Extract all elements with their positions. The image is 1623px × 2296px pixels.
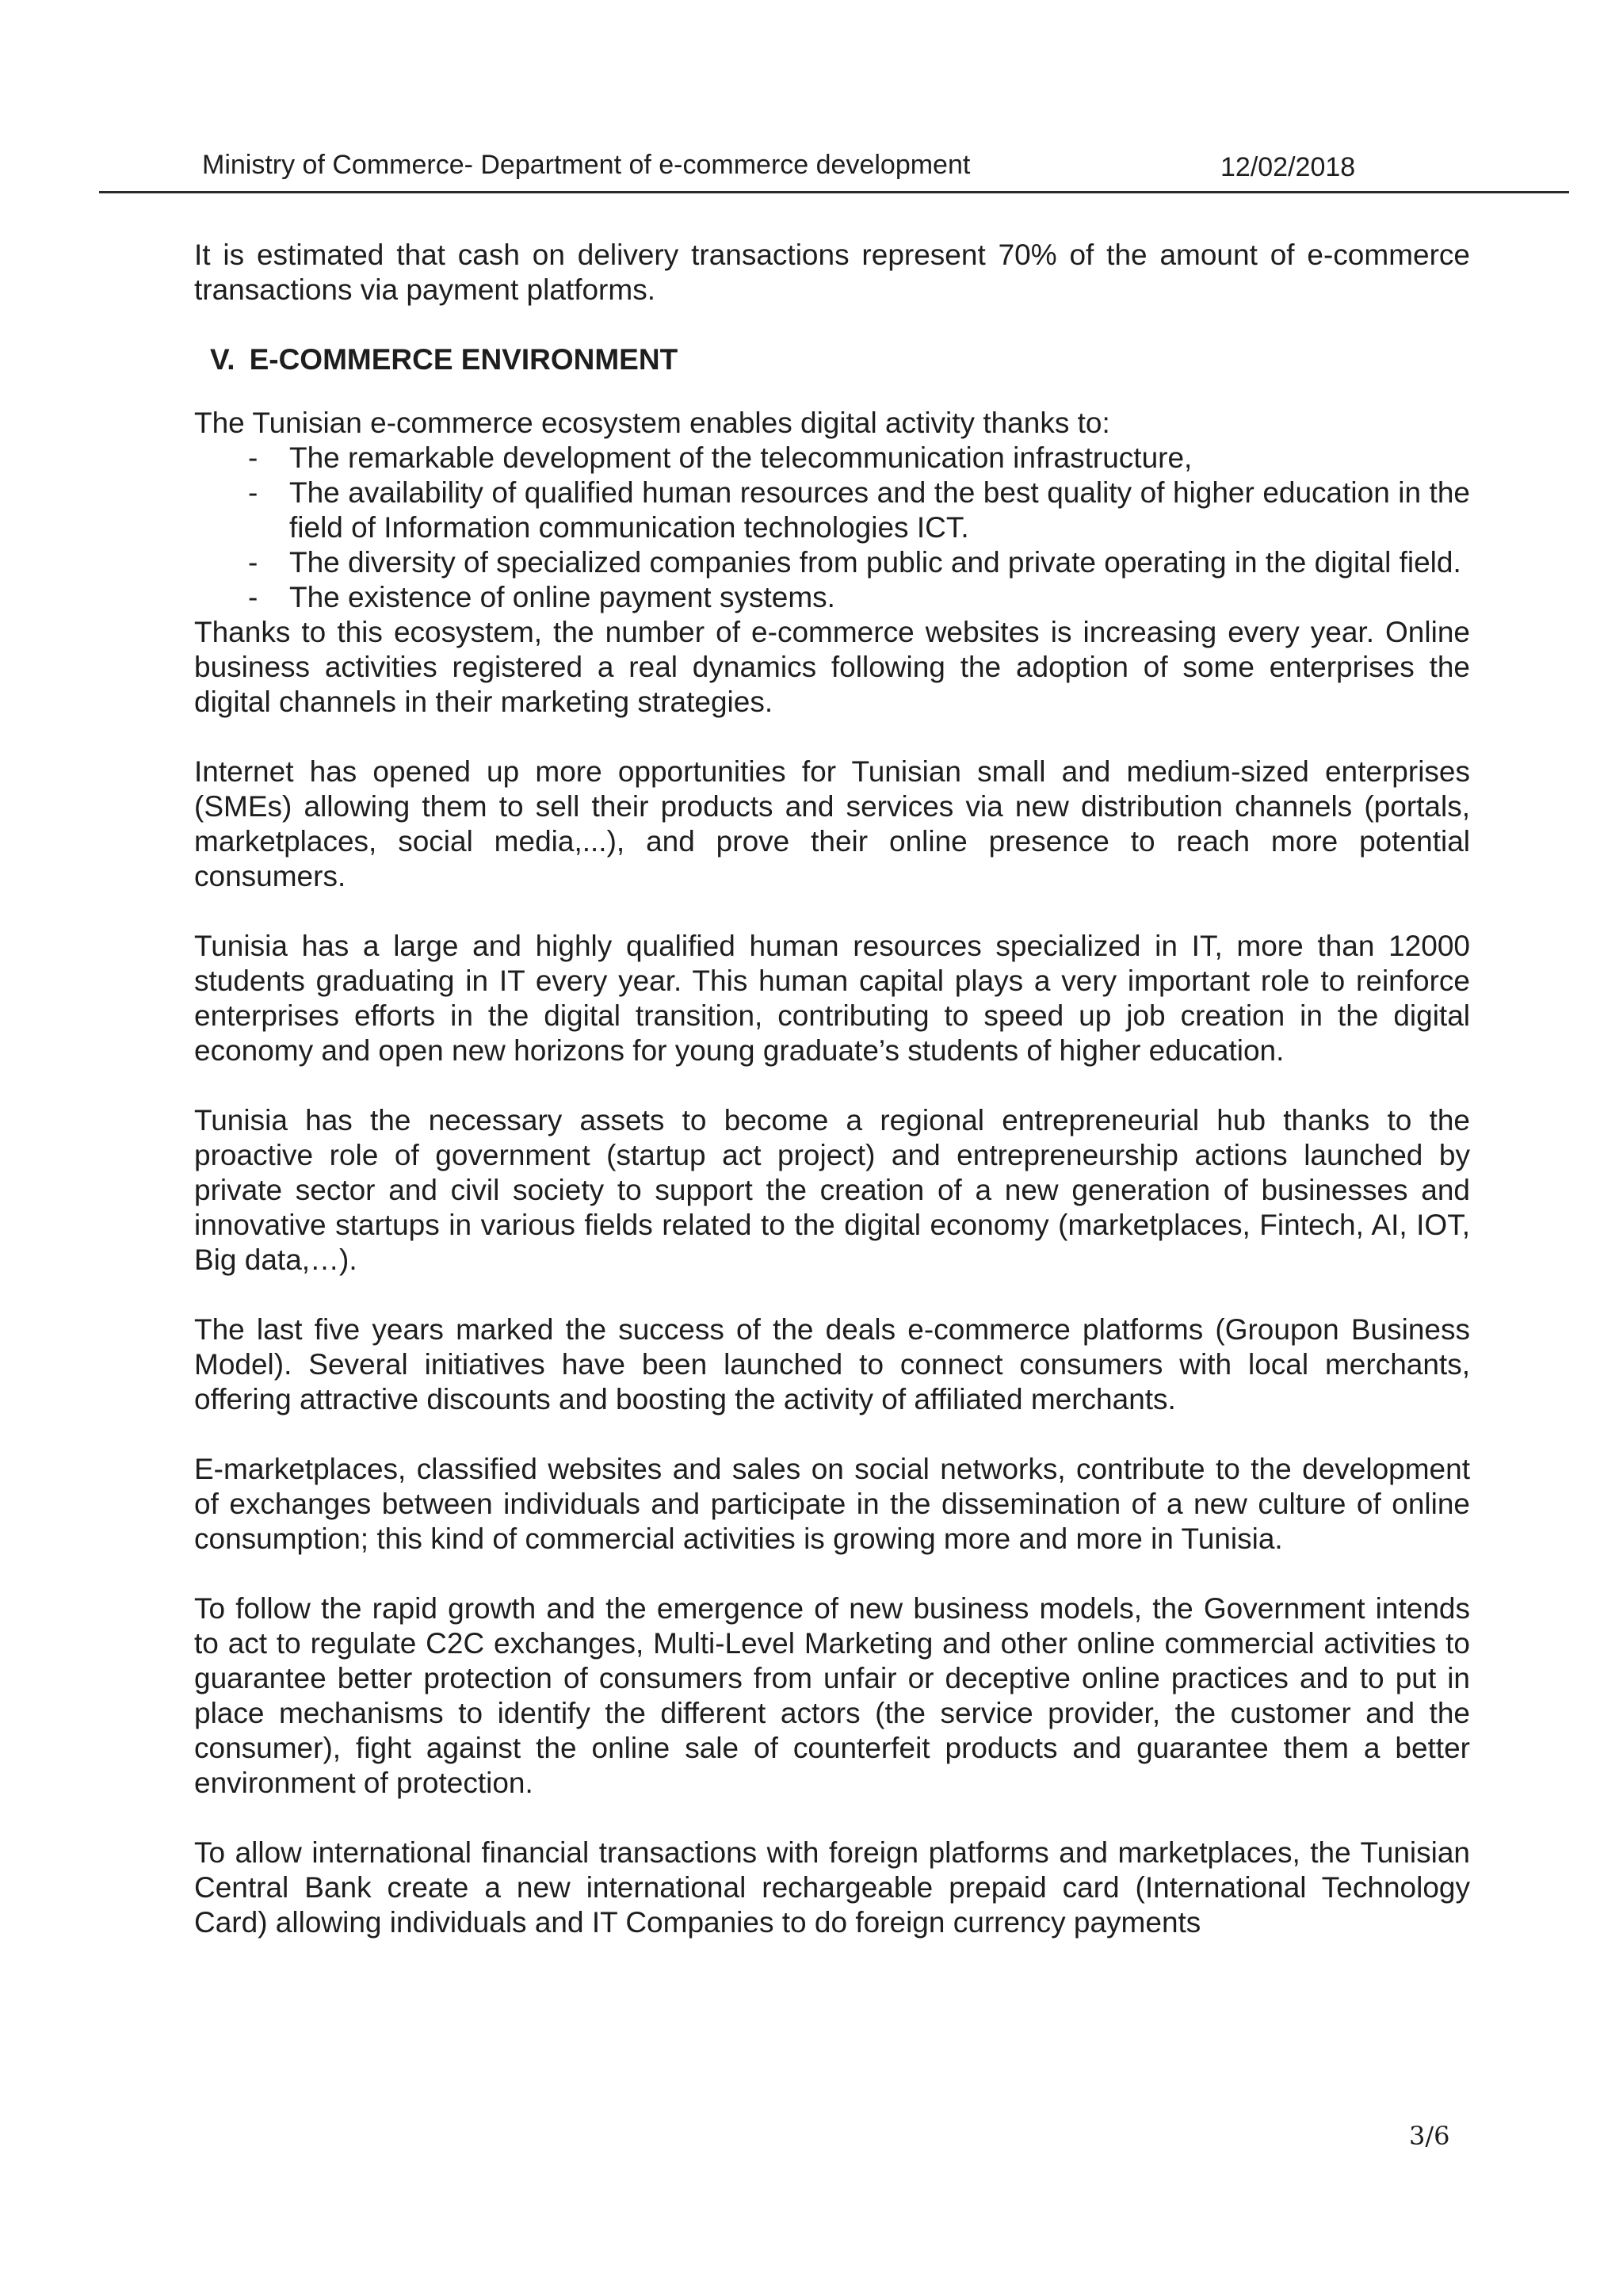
intro-paragraph: It is estimated that cash on delivery transactions represent 70% of the amount of e-commerce transactions via payment platforms.: [194, 239, 1470, 306]
bullet-item: [248, 545, 1470, 580]
header-divider: [99, 191, 1569, 193]
ecosystem-bullet-list: [194, 441, 1470, 615]
body-paragraph: Internet has opened up more opportunities for Tunisian small and medium-sized enterprises (SMEs) allowing them to sell their products and services via new distribution channels (portals, marketplaces, social media,...), and prove their online presence to reach more potential consumers.: [194, 755, 1470, 892]
bullet-item: [248, 476, 1470, 545]
bullet-text: The remarkable development of the telecommunication infrastructure,: [289, 441, 1193, 474]
section-number: V.: [210, 343, 235, 376]
bullet-text: The availability of qualified human resources and the best quality of higher education in the field of Information communication technologies ICT.: [289, 476, 1470, 544]
page-number: 3/6: [1409, 2121, 1450, 2151]
bullet-text: The existence of online payment systems.: [289, 581, 835, 613]
body-paragraph: E-marketplaces, classified websites and sales on social networks, contribute to the development of exchanges between individuals and participate in the dissemination of a new culture of online consumption; this kind of commercial activities is growing more and more in Tunisia.: [194, 1453, 1470, 1555]
body-paragraph: To follow the rapid growth and the emergence of new business models, the Government intends to act to regulate C2C exchanges, Multi-Level Marketing and other online commercial activities to guarantee better protection of consumers from unfair or deceptive online practices and to put in place mechanisms to identify the different actors (the service provider, the customer and the consumer), fight against the online sale of counterfeit products and guarantee them a better environment of protection.: [194, 1592, 1470, 1799]
header-organization: Ministry of Commerce- Department of e-commerce development: [202, 150, 971, 180]
body-paragraph: Tunisia has the necessary assets to become a regional entrepreneurial hub thanks to the proactive role of government (startup act project) and entrepreneurship actions launched by private sector and civil society to support the creation of a new generation of businesses and innovative startups in various fields related to the digital economy (marketplaces, Fintech, AI, IOT, Big data,…).: [194, 1104, 1470, 1276]
ecosystem-lead: The Tunisian e-commerce ecosystem enables digital activity thanks to:: [194, 407, 1110, 439]
bullet-dash: -: [248, 546, 258, 579]
body-paragraph: To allow international financial transactions with foreign platforms and marketplaces, the Tunisian Central Bank create a new international rechargeable prepaid card (International Technology Card) allowing individuals and IT Companies to do foreign currency payments: [194, 1836, 1470, 1939]
bullet-item: [248, 580, 1470, 615]
body-paragraph: Tunisia has a large and highly qualified human resources specialized in IT, more than 12000 students graduating in IT every year. This human capital plays a very important role to reinforce enterprises efforts in the digital transition, contributing to speed up job creation in the digital economy and open new horizons for young graduate’s students of higher education.: [194, 930, 1470, 1067]
body-paragraph: The last five years marked the success of the deals e-commerce platforms (Groupon Business Model). Several initiatives have been launched to connect consumers with local merchants, offering attractive discounts and boosting the activity of affiliated merchants.: [194, 1313, 1470, 1415]
section-heading: [210, 342, 1470, 377]
bullet-item: [248, 441, 1470, 476]
header-date: 12/02/2018: [1220, 152, 1356, 182]
bullet-text: The diversity of specialized companies from public and private operating in the digital field.: [289, 546, 1461, 579]
document-body: [194, 238, 1470, 1940]
bullet-dash: -: [248, 441, 258, 474]
bullet-dash: -: [248, 581, 258, 613]
section-title: E-COMMERCE ENVIRONMENT: [249, 343, 678, 376]
bullet-dash: -: [248, 476, 258, 509]
body-paragraph: Thanks to this ecosystem, the number of e-commerce websites is increasing every year. Online business activities registered a real dynamics following the adoption of some enterprises the digital channels in their marketing strategies.: [194, 616, 1470, 718]
